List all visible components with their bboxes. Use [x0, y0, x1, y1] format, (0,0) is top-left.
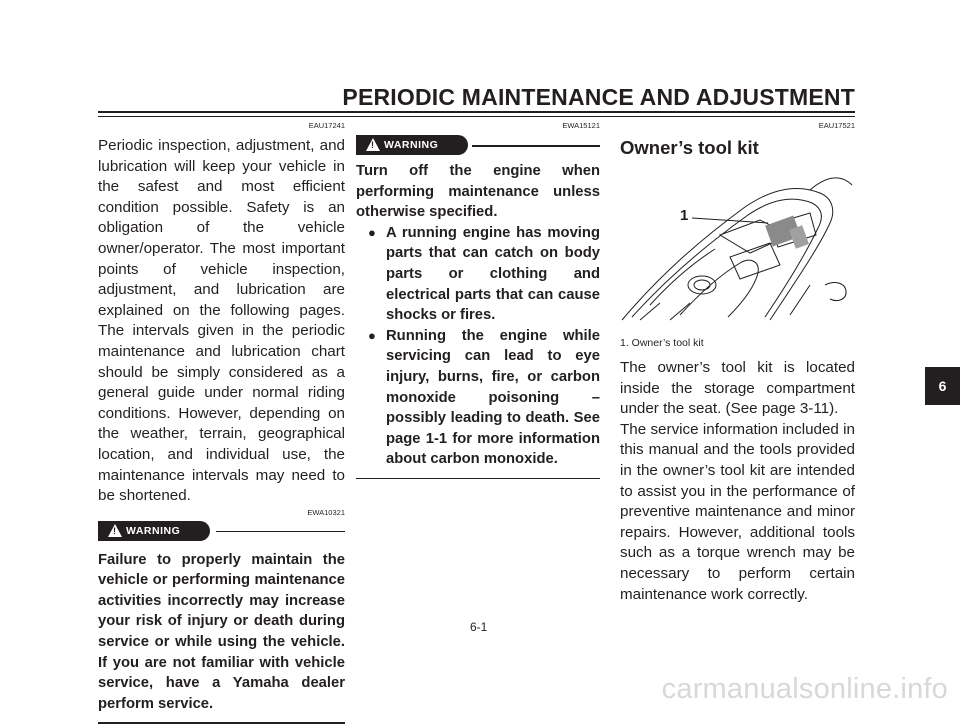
warning-rule [216, 531, 345, 533]
warning-label: WARNING [384, 139, 439, 151]
page-number: 6-1 [470, 620, 488, 634]
warning-label: WARNING [126, 524, 181, 537]
code-intro: EAU17241 [308, 121, 345, 130]
bullet-item: ● Running the engine while servicing can lead to eye injury, burns, fire, or carbon monoxide poisoning – possibly leading to death. See page 1-1 for more information about carbon monoxide. [368, 326, 600, 470]
header-rule-thin [98, 116, 855, 117]
warning-badge [356, 135, 468, 155]
motorcycle-storage-illustration [620, 165, 855, 330]
intro-paragraph: Periodic inspection, adjustment, and lubrication will keep your vehicle in the safest and most efficient condition possible. Safety is an obligation of the vehicle owner/operator. The most important points of vehicle inspection, adjustment, and lubrication are explained on the following pages. The intervals given in the periodic maintenance and lubrication chart should be simply considered as a general guide under normal riding conditions. However, depending on the weather, terrain, geographical location, and individual use, the maintenance intervals may need to be shortened. [98, 137, 345, 505]
warning-triangle-icon [366, 138, 380, 151]
page-title: PERIODIC MAINTENANCE AND ADJUSTMENT [342, 84, 855, 110]
toolkit-paragraph-2: The service information included in this manual and the tools provided in the owner’s tool kit are intended to assist you in the performance of preventive maintenance and minor repairs. However, additional tools such as a torque wrench may be necessary to perform certain maintenance work correctly. [620, 420, 855, 603]
chapter-tab: 6 [925, 367, 960, 405]
code-toolkit: EAU17521 [818, 121, 855, 130]
column-1 [98, 121, 345, 724]
watermark: carmanualsonline.info [661, 673, 948, 705]
header-rule [98, 111, 855, 113]
warning-bullets [368, 223, 600, 470]
bullet-item: ● A running engine has moving parts that can catch on body parts or clothing and electrical parts that can cause shocks or fires. [368, 223, 600, 326]
tool-kit-figure [620, 165, 855, 330]
toolkit-paragraph-1: The owner’s tool kit is located inside the storage compartment under the seat. (See page 3-11). [620, 359, 855, 418]
column-2 [356, 121, 600, 479]
warning-rule [472, 145, 600, 147]
code-warning-1: EWA10321 [307, 507, 345, 517]
warning-text-1: Failure to properly maintain the vehicle or performing maintenance activities incorrectly may increase your risk of injury or death during service or while using the vehicle. If you are not familiar with vehicle service, have a Yamaha dealer perform service. [98, 551, 345, 712]
code-warning-2: EWA15121 [562, 121, 600, 130]
warning-badge [98, 521, 210, 541]
figure-caption: 1. Owner’s tool kit [620, 337, 704, 349]
section-title: Owner’s tool kit [620, 137, 759, 158]
figure-callout: 1 [680, 207, 689, 224]
warning-end-rule-2 [356, 478, 600, 480]
warning-text-2: Turn off the engine when performing maintenance unless otherwise specified. [356, 163, 600, 221]
warning-header-2 [356, 135, 600, 155]
warning-triangle-icon [108, 524, 122, 537]
column-3 [620, 121, 855, 605]
warning-header-1 [98, 521, 345, 541]
